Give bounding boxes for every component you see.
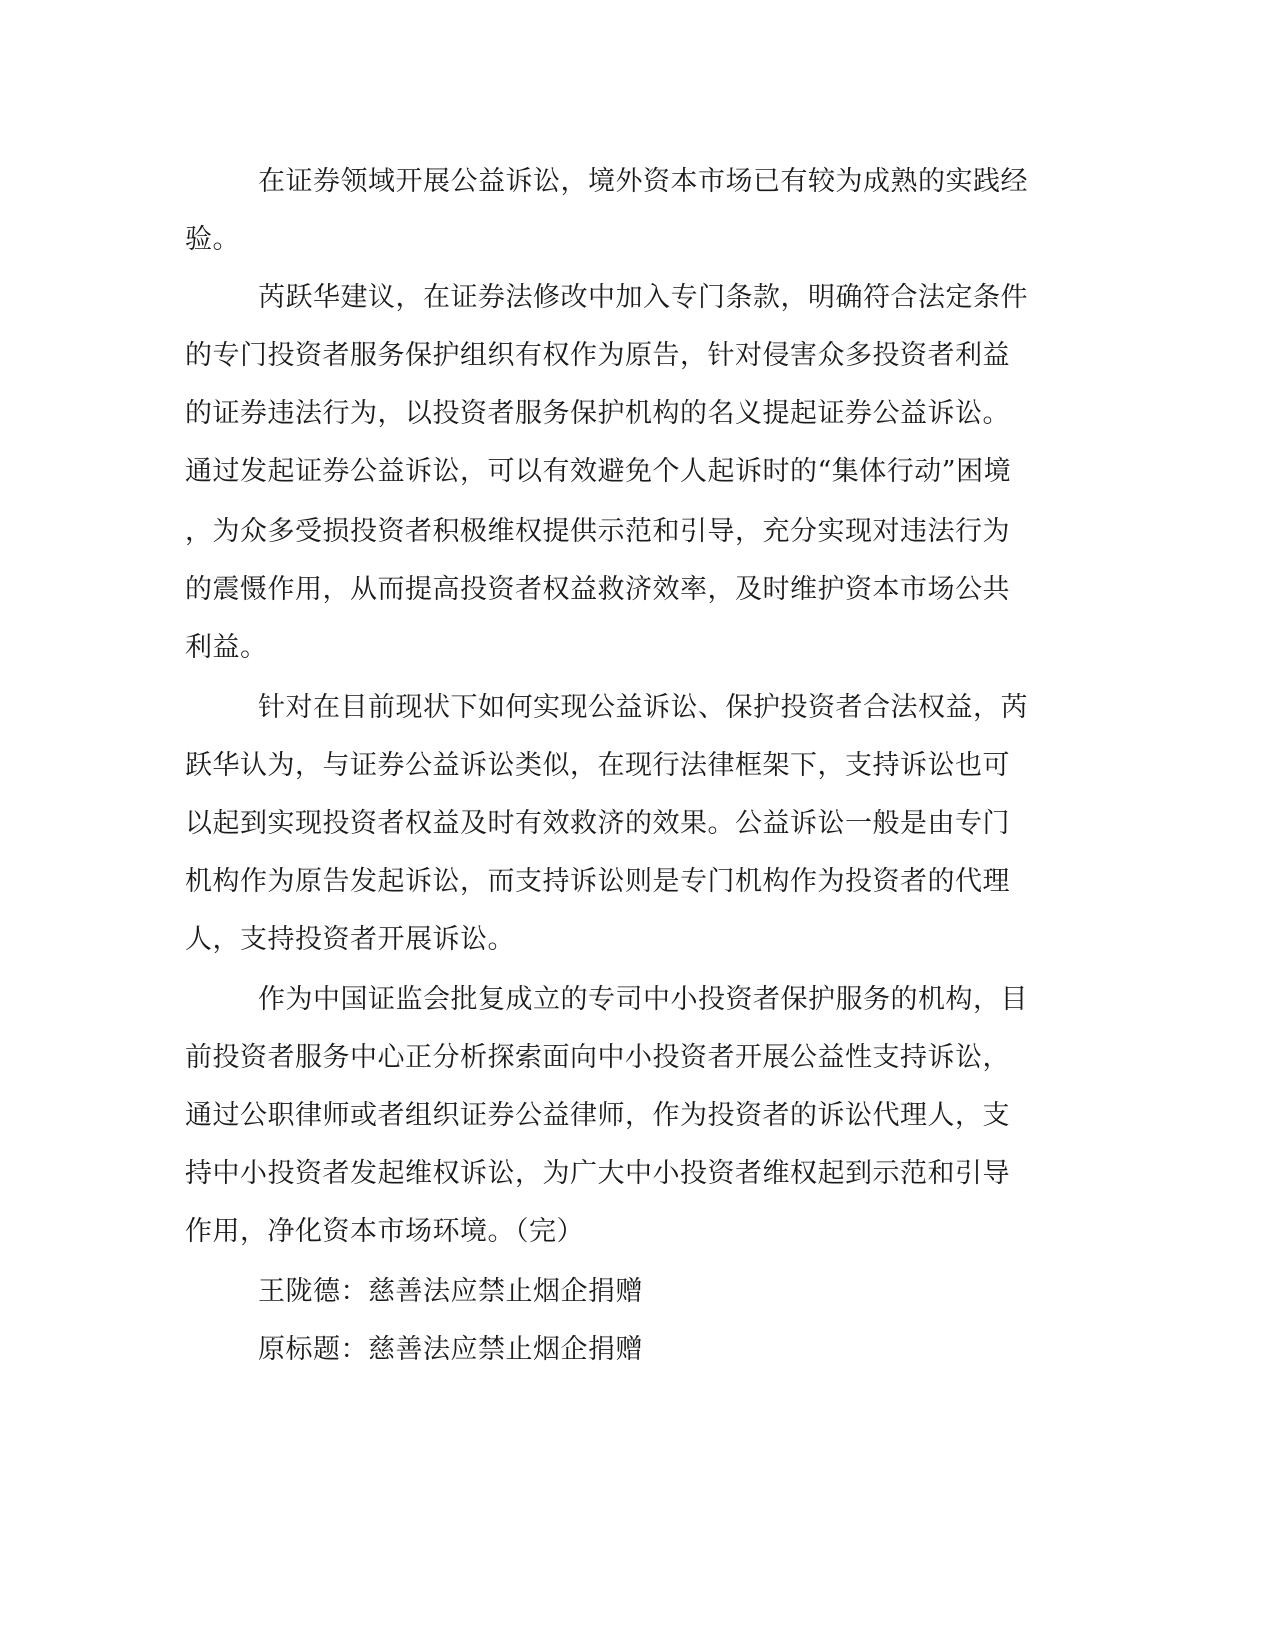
paragraph-2-line-1: 芮跃华建议，在证券法修改中加入专门条款，明确符合法定条件 (258, 282, 1028, 313)
paragraph-4-line-4: 持中小投资者发起维权诉讼，为广大中小投资者维权起到示范和引导 (185, 1158, 1010, 1189)
paragraph-2-line-3: 的证券违法行为，以投资者服务保护机构的名义提起证券公益诉讼。 (185, 398, 1010, 429)
paragraph-2-line-4: 通过发起证券公益诉讼，可以有效避免个人起诉时的“集体行动”困境 (185, 456, 1012, 487)
paragraph-2-line-6: 的震慑作用，从而提高投资者权益救济效率，及时维护资本市场公共 (185, 574, 1010, 605)
original-title: 原标题：慈善法应禁止烟企捐赠 (258, 1334, 643, 1365)
paragraph-3-line-4: 机构作为原告发起诉讼，而支持诉讼则是专门机构作为投资者的代理 (185, 866, 1010, 897)
paragraph-1-line-1: 在证券领域开展公益诉讼，境外资本市场已有较为成熟的实践经 (258, 166, 1028, 197)
paragraph-4-line-5: 作用，净化资本市场环境。（完） (185, 1216, 584, 1247)
paragraph-4-line-2: 前投资者服务中心正分析探索面向中小投资者开展公益性支持诉讼， (185, 1042, 1010, 1073)
paragraph-2-line-2: 的专门投资者服务保护组织有权作为原告，针对侵害众多投资者利益 (185, 340, 1010, 371)
paragraph-3-line-3: 以起到实现投资者权益及时有效救济的效果。公益诉讼一般是由专门 (185, 808, 1010, 839)
paragraph-4-line-1: 作为中国证监会批复成立的专司中小投资者保护服务的机构，目 (258, 984, 1028, 1015)
paragraph-4-line-3: 通过公职律师或者组织证券公益律师，作为投资者的诉讼代理人，支 (185, 1100, 1010, 1131)
paragraph-2-line-5: ，为众多受损投资者积极维权提供示范和引导，充分实现对违法行为 (185, 516, 1010, 547)
paragraph-3-line-1: 针对在目前现状下如何实现公益诉讼、保护投资者合法权益，芮 (258, 692, 1028, 723)
article-title: 王陇德：慈善法应禁止烟企捐赠 (258, 1276, 643, 1307)
paragraph-3-line-5: 人，支持投资者开展诉讼。 (185, 924, 515, 955)
paragraph-3-line-2: 跃华认为，与证券公益诉讼类似，在现行法律框架下，支持诉讼也可 (185, 750, 1010, 781)
paragraph-2-line-7: 利益。 (185, 632, 268, 663)
paragraph-1-line-2: 验。 (185, 224, 240, 255)
